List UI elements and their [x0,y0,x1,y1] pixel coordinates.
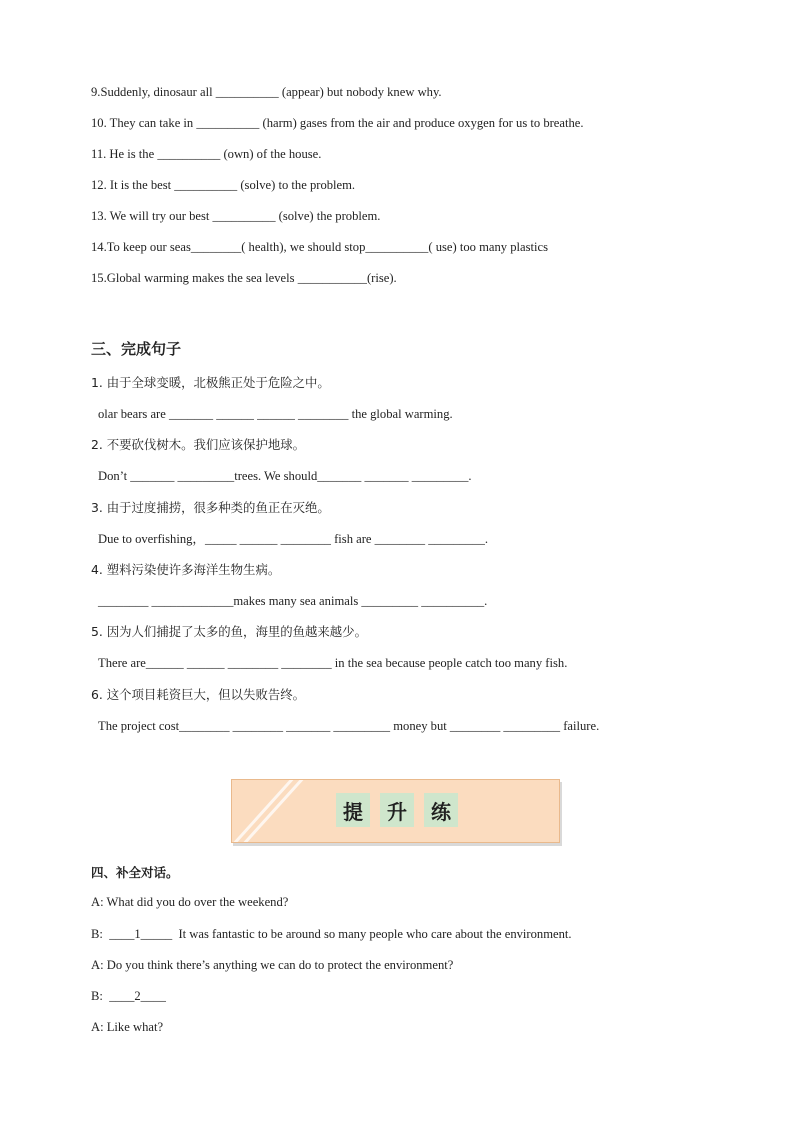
sentence-2-english: Don’t _______ _________trees. We should_______ _______ _________. [98,469,472,483]
sentence-6-chinese: 6. 这个项目耗资巨大，但以失败告终。 [91,687,306,702]
exercise-item-12: 12. It is the best __________ (solve) to the problem. [91,178,356,192]
section-4-title: 四、补全对话。 [91,865,179,880]
sentence-4-chinese: 4. 塑料污染使许多海洋生物生病。 [91,562,281,577]
banner-char: 提 [336,793,370,827]
banner-char: 升 [380,793,414,827]
sentence-3-english: Due to overfishing，_____ ______ ________ fish are ________ _________. [98,532,489,546]
dialogue-line: A: Like what? [91,1020,164,1034]
sentence-2-chinese: 2. 不要砍伐树木。我们应该保护地球。 [91,437,306,452]
banner-char: 练 [424,793,458,827]
dialogue-line: A: What did you do over the weekend? [91,895,289,909]
exercise-item-11: 11. He is the __________ (own) of the house. [91,147,322,161]
banner-stripe [242,779,304,843]
sentence-1-english: olar bears are _______ ______ ______ ________ the global warming. [98,407,453,421]
dialogue-line: A: Do you think there’s anything we can do to protect the environment? [91,958,454,972]
sentence-6-english: The project cost________ ________ _______ _________ money but ________ _________ failure. [98,719,600,733]
exercise-item-9: 9.Suddenly, dinosaur all __________ (appear) but nobody knew why. [91,85,442,99]
exercise-item-14: 14.To keep our seas________( health), we should stop__________( use) too many plastics [91,240,548,254]
sentence-4-english: ________ _____________makes many sea animals _________ __________. [98,594,488,608]
exercise-item-13: 13. We will try our best __________ (solve) the problem. [91,209,381,223]
exercise-item-10: 10. They can take in __________ (harm) gases from the air and produce oxygen for us to breathe. [91,116,584,130]
banner-stripe [232,779,294,843]
dialogue-line: B: ____2____ [91,989,166,1003]
sentence-5-english: There are______ ______ ________ ________ in the sea because people catch too many fish. [98,656,568,670]
exercise-item-15: 15.Global warming makes the sea levels ___________(rise). [91,271,397,285]
improvement-practice-banner [231,779,560,843]
dialogue-line: B: ____1_____ It was fantastic to be around so many people who care about the environment. [91,927,572,941]
sentence-3-chinese: 3. 由于过度捕捞，很多种类的鱼正在灭绝。 [91,500,330,515]
sentence-1-chinese: 1. 由于全球变暖，北极熊正处于危险之中。 [91,375,330,390]
section-3-title: 三、完成句子 [91,340,182,358]
sentence-5-chinese: 5. 因为人们捕捉了太多的鱼，海里的鱼越来越少。 [91,624,367,639]
